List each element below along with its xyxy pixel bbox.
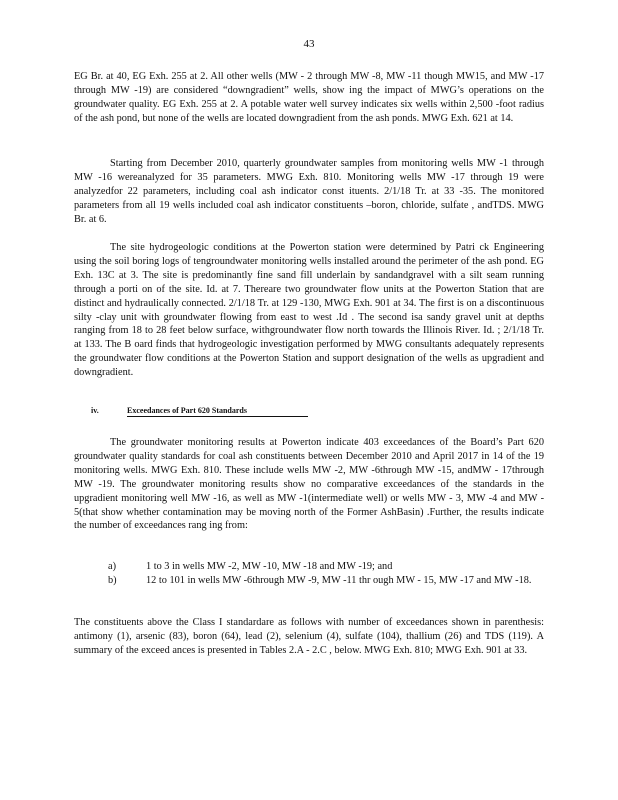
section-heading — [91, 406, 308, 417]
list-marker: b) — [108, 574, 117, 586]
section-number: iv. — [91, 406, 99, 415]
list-item-text: 12 to 101 in wells MW -6through MW -9, MW -11 thr ough MW - 15, MW -17 and MW -18. — [146, 574, 532, 586]
list-item-text: 1 to 3 in wells MW -2, MW -10, MW -18 and MW -19; and — [146, 561, 393, 572]
paragraph-sampling: Starting from December 2010, quarterly groundwater samples from monitoring wells MW -1 through MW -16 wereanalyzed for 35 parameters. MWG Exh. 810. Monitoring wells MW -17 through 19 were analyzedfor 22 parameters, including coal ash indicator const ituents. 2/1/18 Tr. at 33 -35. The monitored parameters from all 19 wells included coal ash indicator constituents –boron, chloride, sulfate , andTDS. MWG Br. at 6. — [74, 158, 544, 225]
exceedance-range-list — [108, 560, 548, 588]
paragraph-hydrogeology: The site hydrogeologic conditions at the Powerton station were determined by Patri ck Engineering using the soil boring logs of tengroundwater monitoring wells installed around the perimeter of the ash pond. EG Exh. 13C at 3. The site is predominantly fine sand fill underlain by sandandgravel with a silt seam running through a porti on of the site. Id. at 7. Thereare two groundwater flow units at the Powerton Station that are distinct and hydraulically connected. 2/1/18 Tr. at 129 -130, MWG Exh. 901 at 34. The first is on a discontinuous silty -clay unit with groundwater flowing from east to west .Id . The second isa sandy gravel unit at depths ranging from 18 to 28 feet below surface, withgroundwater flow north towards the Illinois River. Id. ; 2/1/18 Tr. at 133. The B oard finds that hydrogeologic investigation performed by MWG consultants adequately represents the groundwater flow conditions at the Powerton Station and support designation of the wells as upgradient and downgradient. — [74, 242, 544, 379]
paragraph-exceedances: The groundwater monitoring results at Powerton indicate 403 exceedances of the Board’s Part 620 groundwater quality standards for coal ash constituents between December 2010 and April 2017 in 14 of the 19 monitoring wells. MWG Exh. 810. These include wells MW -2, MW -6through MW -15, andMW - 17through MW -19. The groundwater monitoring results show no comparative exceedances of the standards in the upgradient monitoring well MW -16, as well as MW -1(intermediate well) or wells MW - 3, MW -4 and MW - 5(that show whether contamination may be moving north of the Former AshBasin) .Further, the results indicate the number of exceedances rang ing from: — [74, 437, 544, 532]
list-marker: a) — [108, 561, 116, 572]
page-number: 43 — [303, 38, 315, 50]
list-item — [108, 560, 548, 574]
section-title: Exceedances of Part 620 Standards — [127, 406, 308, 417]
paragraph-wells-designation: EG Br. at 40, EG Exh. 255 at 2. All other wells (MW - 2 through MW -8, MW -11 though MW15, and MW -17 through MW -19) are considered “downgradient” wells, show ing the impact of MWG’s operations on the groundwater quality. EG Exh. 255 at 2. A potable water well survey indicates six wells within 2,500 -foot radius of the ash pond, but none of the wells are located downgradient from the ash ponds. MWG Exh. 621 at 14. — [74, 71, 544, 124]
paragraph-constituents: The constituents above the Class I standardare as follows with number of exceedances shown in parenthesis: antimony (1), arsenic (83), boron (64), lead (2), selenium (4), sulfate (104), thallium (26) and TDS (119). A summary of the exceed ances is presented in Tables 2.A - 2.C , below. MWG Exh. 810; MWG Exh. 901 at 33. — [74, 617, 544, 656]
list-item — [108, 574, 548, 588]
